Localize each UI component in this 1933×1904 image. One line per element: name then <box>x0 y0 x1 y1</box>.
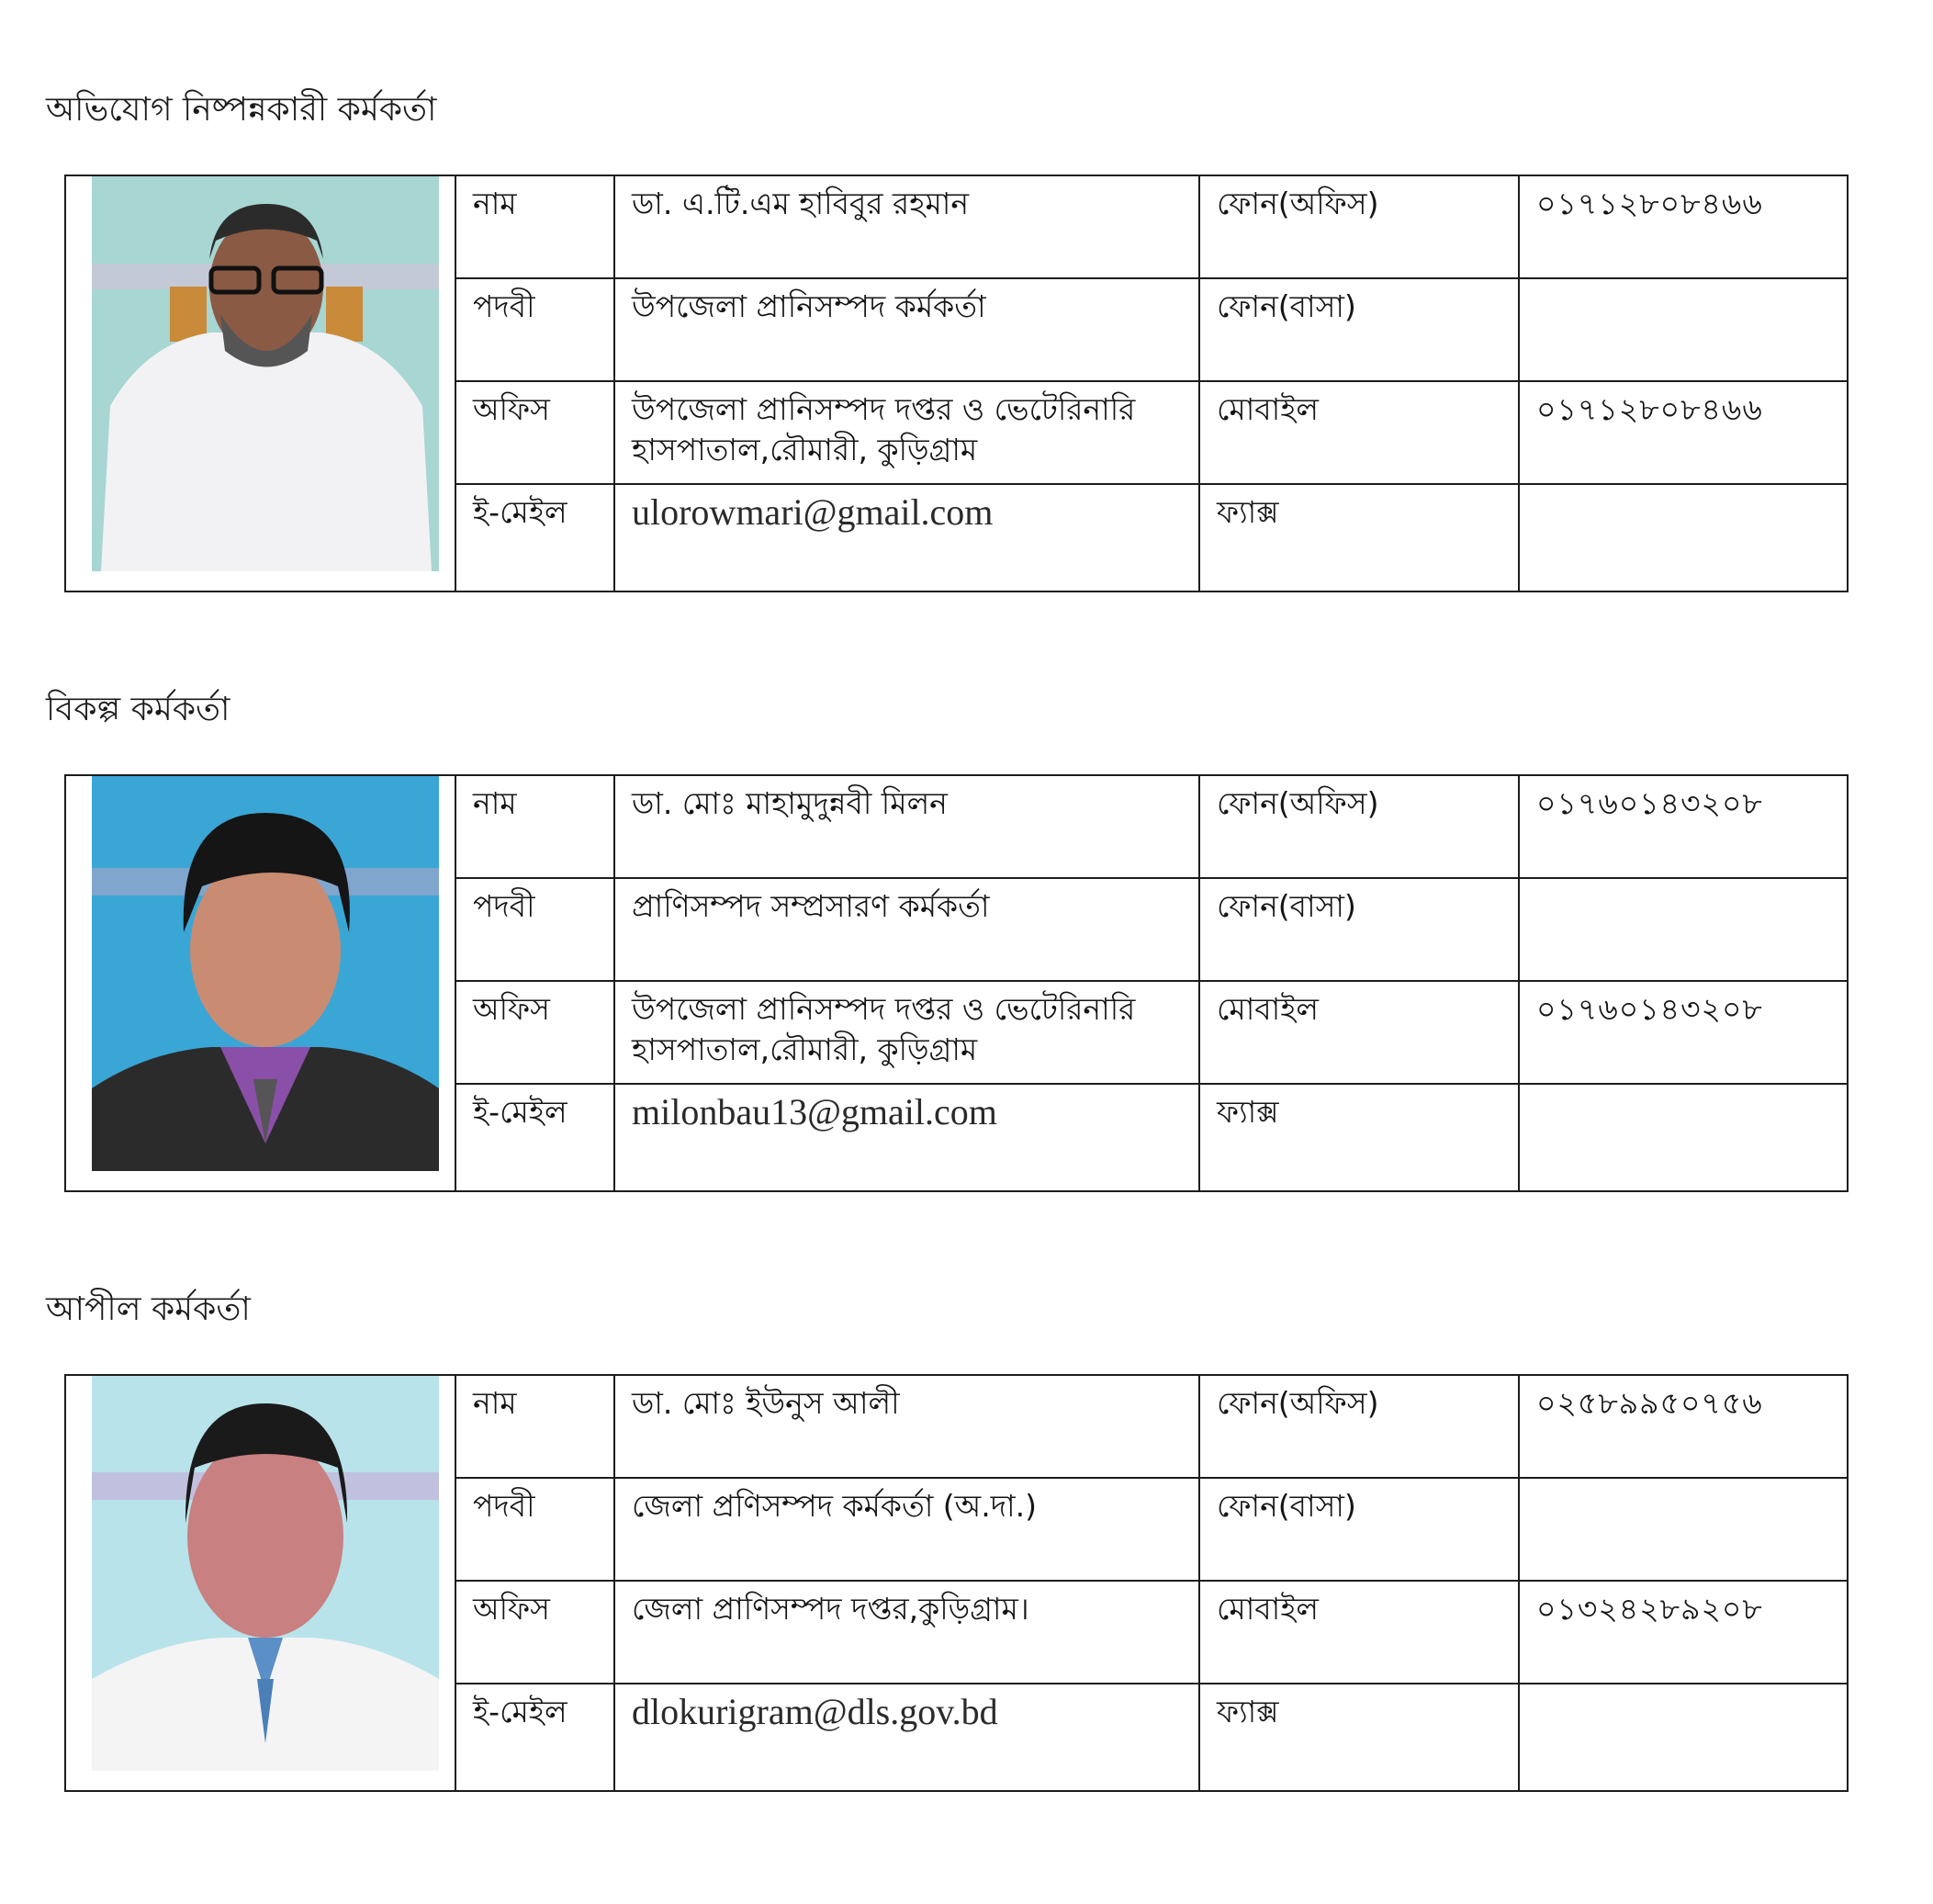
value-email[interactable]: dlokurigram@dls.gov.bd <box>615 1684 1200 1790</box>
officer-card <box>64 774 1849 1192</box>
section-heading: আপীল কর্মকর্তা <box>46 1290 251 1328</box>
value-mobile: ০১৩২৪২৮৯২০৮ <box>1536 1591 1763 1627</box>
value-name: ডা. মোঃ মাহামুদুন্নবী মিলন <box>615 776 1200 877</box>
photo-cell <box>66 1376 456 1790</box>
row-email <box>456 1684 1847 1790</box>
row-designation <box>456 1479 1847 1582</box>
row-email <box>456 1085 1847 1190</box>
officer-card <box>64 1374 1849 1792</box>
value-phone-home <box>1520 279 1847 380</box>
row-email <box>456 485 1847 591</box>
label-mobile: মোবাইল <box>1200 982 1520 1083</box>
value-phone-home <box>1520 879 1847 980</box>
value-fax <box>1520 1684 1847 1790</box>
row-name <box>456 1376 1847 1479</box>
label-phone-office: ফোন(অফিস) <box>1200 176 1520 277</box>
row-name <box>456 176 1847 279</box>
details-grid <box>456 176 1847 591</box>
section-heading: বিকল্প কর্মকর্তা <box>46 691 230 728</box>
label-fax: ফ্যাক্স <box>1200 1085 1520 1190</box>
label-phone-home: ফোন(বাসা) <box>1200 1479 1520 1580</box>
value-phone-office: ০১৭১২৮০৮৪৬৬ <box>1536 186 1763 221</box>
row-designation <box>456 279 1847 382</box>
value-designation: উপজেলা প্রানিসম্পদ কর্মকর্তা <box>615 279 1200 380</box>
label-designation: পদবী <box>456 279 615 380</box>
value-phone-office: ০১৭৬০১৪৩২০৮ <box>1536 785 1763 821</box>
officer-photo <box>92 776 439 1171</box>
value-designation: জেলা প্রণিসম্পদ কর্মকর্তা (অ.দা.) <box>615 1479 1200 1580</box>
row-office <box>456 982 1847 1085</box>
value-fax <box>1520 485 1847 591</box>
label-email: ই-মেইল <box>456 485 615 591</box>
row-office <box>456 1582 1847 1684</box>
value-mobile: ০১৭১২৮০৮৪৬৬ <box>1536 391 1763 427</box>
label-fax: ফ্যাক্স <box>1200 485 1520 591</box>
value-fax <box>1520 1085 1847 1190</box>
value-name: ডা. মোঃ ইউনুস আলী <box>615 1376 1200 1477</box>
value-email[interactable]: ulorowmari@gmail.com <box>615 485 1200 591</box>
officer-photo <box>92 1376 439 1771</box>
details-grid <box>456 776 1847 1190</box>
value-name: ডা. এ.টি.এম হাবিবুর রহমান <box>615 176 1200 277</box>
section-heading: অভিযোগ নিষ্পন্নকারী কর্মকর্তা <box>46 91 437 129</box>
label-office: অফিস <box>456 1582 615 1683</box>
value-phone-home <box>1520 1479 1847 1580</box>
officer-card <box>64 175 1849 592</box>
label-email: ই-মেইল <box>456 1684 615 1790</box>
row-office <box>456 382 1847 485</box>
label-phone-office: ফোন(অফিস) <box>1200 1376 1520 1477</box>
label-email: ই-মেইল <box>456 1085 615 1190</box>
row-name <box>456 776 1847 879</box>
officer-photo <box>92 176 439 571</box>
photo-cell <box>66 776 456 1190</box>
label-office: অফিস <box>456 982 615 1083</box>
photo-cell <box>66 176 456 591</box>
row-designation <box>456 879 1847 982</box>
value-email[interactable]: milonbau13@gmail.com <box>615 1085 1200 1190</box>
label-phone-home: ফোন(বাসা) <box>1200 879 1520 980</box>
label-name: নাম <box>456 1376 615 1477</box>
label-phone-home: ফোন(বাসা) <box>1200 279 1520 380</box>
label-name: নাম <box>456 176 615 277</box>
details-grid <box>456 1376 1847 1790</box>
label-name: নাম <box>456 776 615 877</box>
value-mobile: ০১৭৬০১৪৩২০৮ <box>1536 991 1763 1027</box>
value-office: উপজেলা প্রানিসম্পদ দপ্তর ও ভেটেরিনারি হাসপাতাল,রৌমারী, কুড়িগ্রাম <box>615 982 1200 1083</box>
value-designation: প্রাণিসম্পদ সম্প্রসারণ কর্মকর্তা <box>615 879 1200 980</box>
label-fax: ফ্যাক্স <box>1200 1684 1520 1790</box>
value-office: উপজেলা প্রানিসম্পদ দপ্তর ও ভেটেরিনারি হাসপাতাল,রৌমারী, কুড়িগ্রাম <box>615 382 1200 483</box>
label-mobile: মোবাইল <box>1200 382 1520 483</box>
label-office: অফিস <box>456 382 615 483</box>
label-phone-office: ফোন(অফিস) <box>1200 776 1520 877</box>
label-designation: পদবী <box>456 1479 615 1580</box>
value-office: জেলা প্রাণিসম্পদ দপ্তর,কুড়িগ্রাম। <box>615 1582 1200 1683</box>
label-designation: পদবী <box>456 879 615 980</box>
value-phone-office: ০২৫৮৯৯৫০৭৫৬ <box>1536 1385 1763 1421</box>
label-mobile: মোবাইল <box>1200 1582 1520 1683</box>
